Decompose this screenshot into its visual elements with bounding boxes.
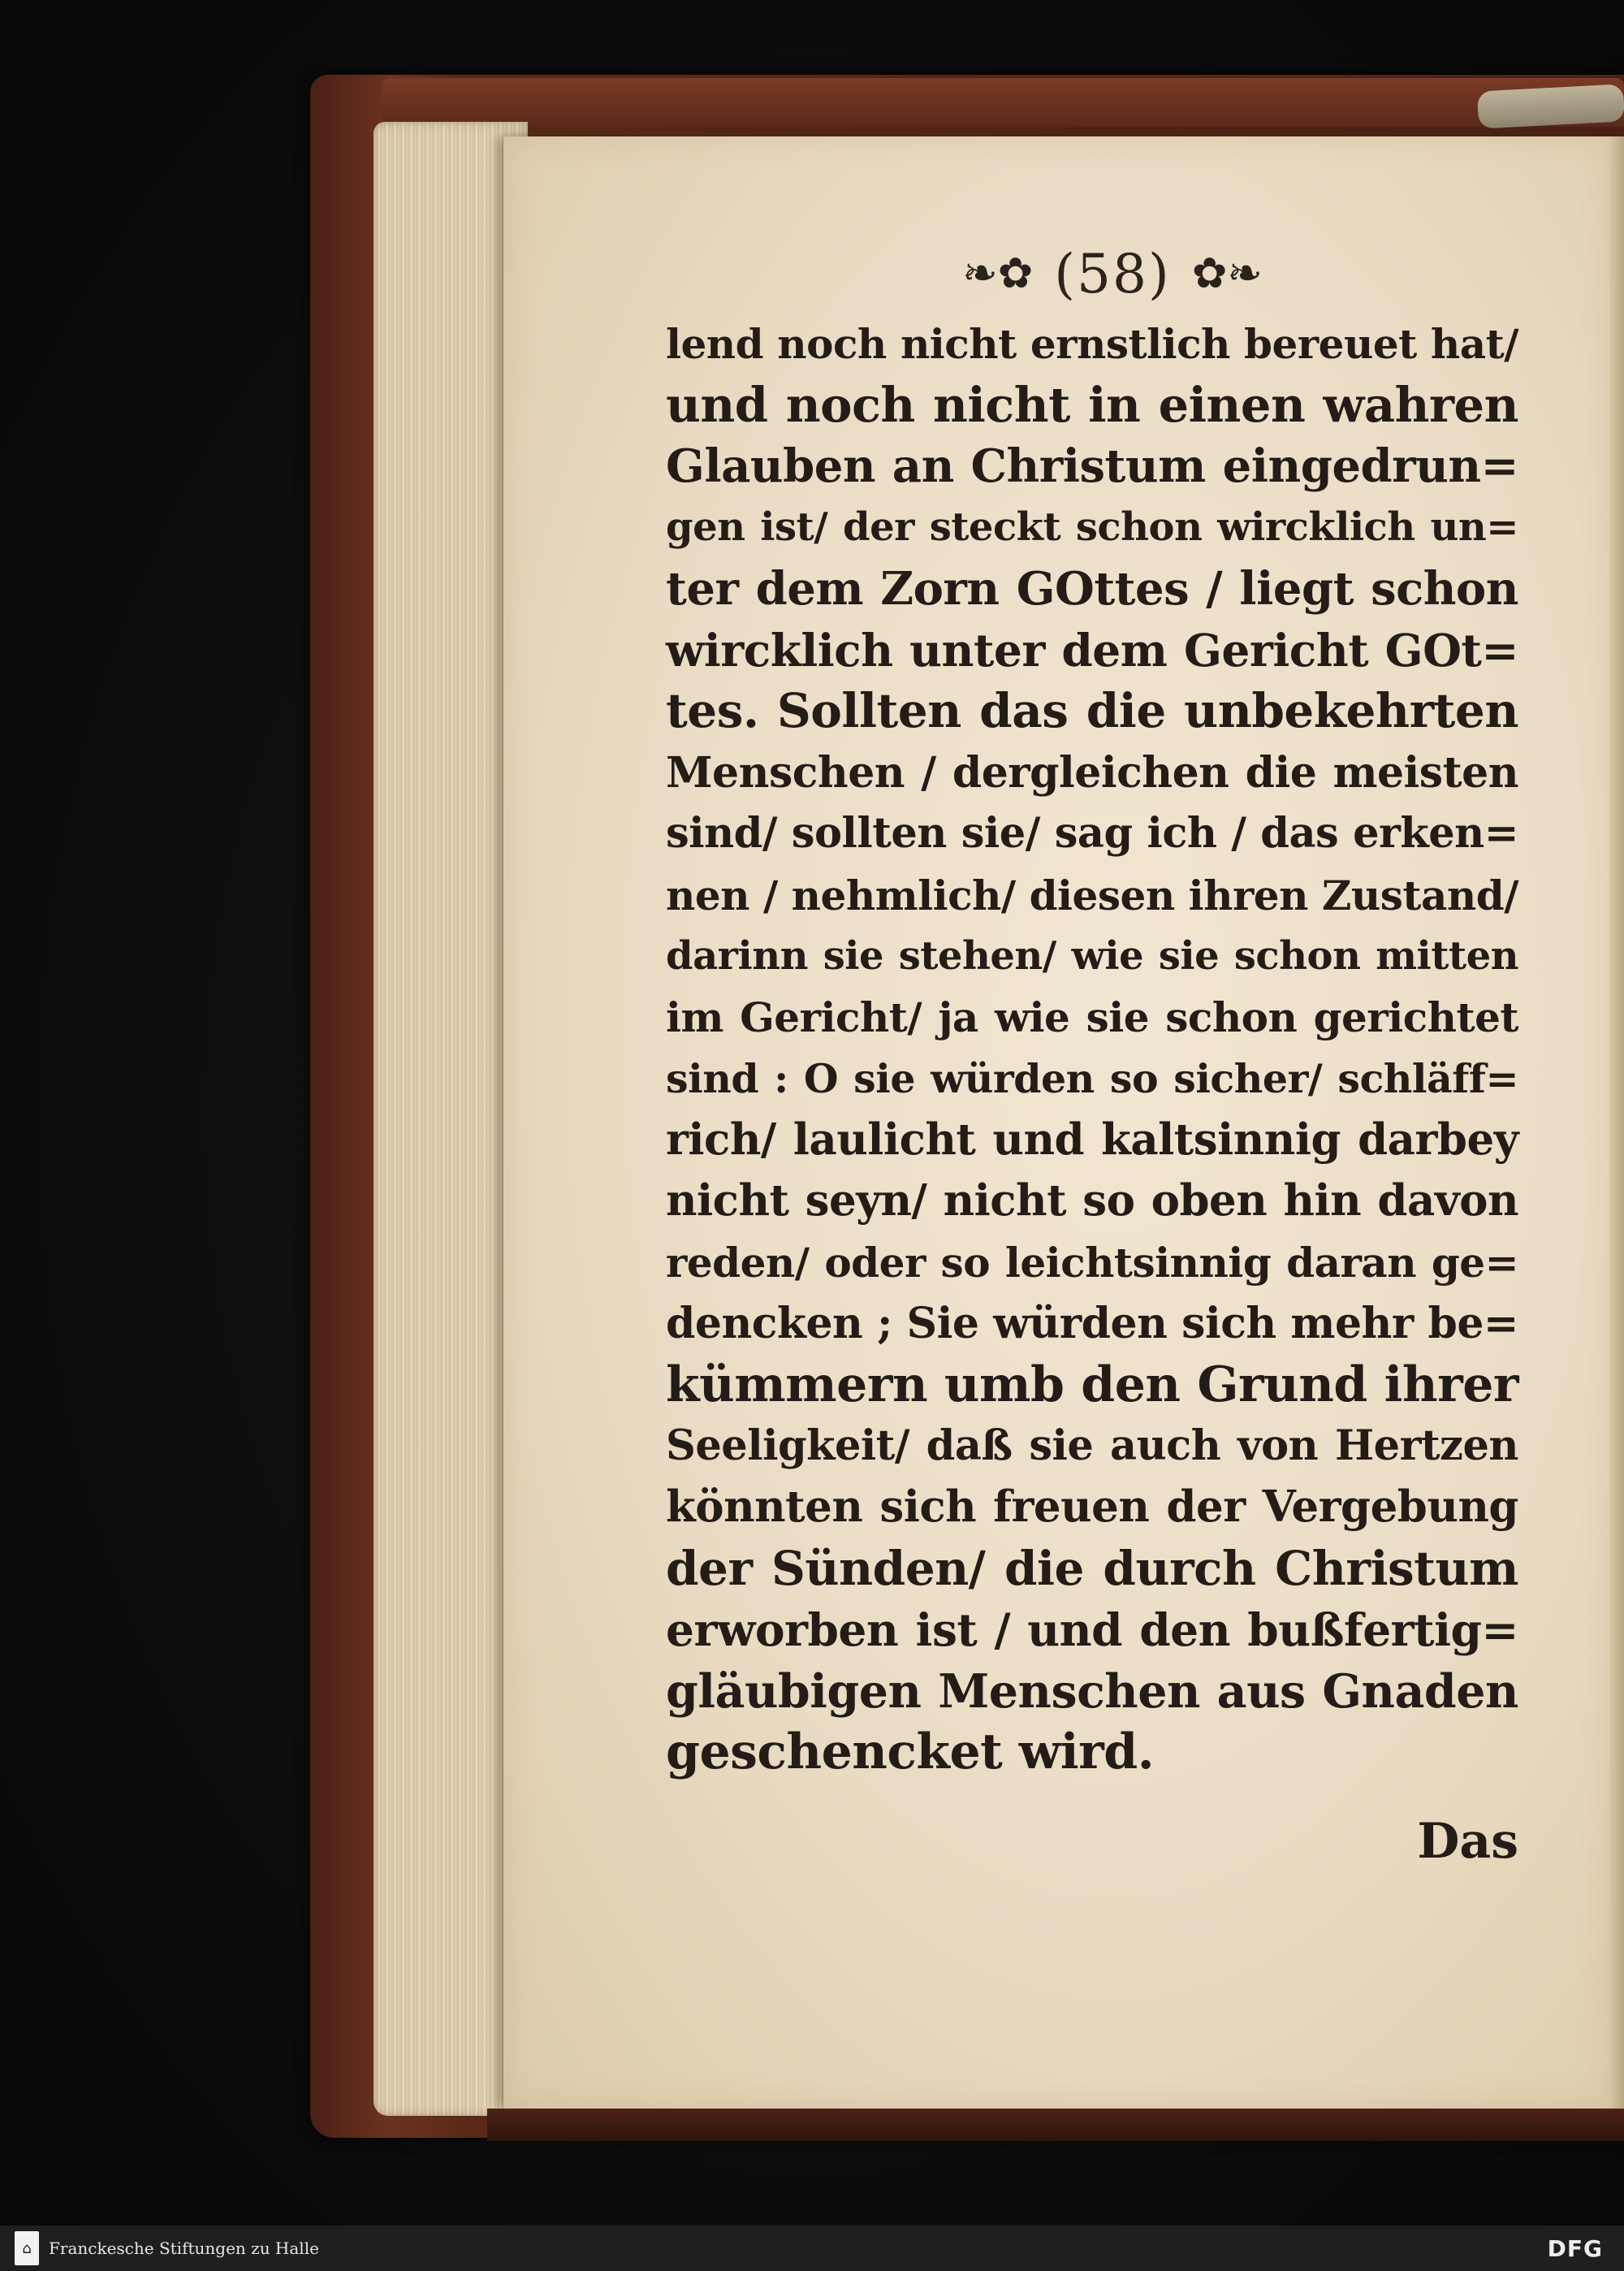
text-line: im Gericht/ ja wie sie schon gerichtet xyxy=(666,993,1518,1042)
text-line: nen / nehmlich/ diesen ihren Zustand/ xyxy=(666,871,1518,919)
cover-bottom-edge xyxy=(487,2109,1624,2141)
footer-institution xyxy=(15,2231,319,2265)
page-right-edge xyxy=(1609,136,1624,2109)
text-line: erworben ist / und den bußfertig= xyxy=(666,1603,1518,1657)
cover-top-edge xyxy=(382,78,1624,127)
text-line: und noch nicht in einen wahren xyxy=(666,377,1518,434)
text-line: gläubigen Menschen aus Gnaden xyxy=(666,1663,1518,1719)
text-line: rich/ laulicht und kaltsinnig darbey xyxy=(666,1114,1518,1166)
footer-bar xyxy=(0,2226,1624,2271)
text-line: lend noch nicht ernstlich bereuet hat/ xyxy=(666,320,1518,368)
text-line: könnten sich freuen der Vergebung xyxy=(666,1482,1518,1533)
text-line: tes. Sollten das die unbekehrten xyxy=(666,683,1518,739)
ornament-right-icon: ✿❧ xyxy=(1191,249,1263,298)
page-header xyxy=(909,237,1315,310)
bookmark-ribbon xyxy=(1477,84,1624,128)
text-line: sind : O sie würden so sicher/ schläff= xyxy=(666,1054,1518,1102)
text-line: reden/ oder so leichtsinnig daran ge= xyxy=(666,1238,1518,1287)
text-line: Menschen / dergleichen die meisten xyxy=(666,747,1518,798)
institution-name: Franckesche Stiftungen zu Halle xyxy=(49,2239,319,2258)
page-number: (58) xyxy=(1054,242,1171,305)
text-line: nicht seyn/ nicht so oben hin davon xyxy=(666,1175,1518,1226)
text-line: gen ist/ der steckt schon wircklich un= xyxy=(666,504,1518,551)
text-line: der Sünden/ die durch Christum xyxy=(666,1540,1518,1596)
text-line: wircklich unter dem Gericht GOt= xyxy=(666,623,1518,677)
orphanage-building-icon: ⌂ xyxy=(15,2231,39,2265)
text-line: sind/ sollten sie/ sag ich / das erken= xyxy=(666,809,1518,859)
dfg-logo: DFG xyxy=(1547,2234,1603,2262)
text-line: darinn sie stehen/ wie sie schon mitten xyxy=(666,932,1518,979)
text-line-last: geschencket wird. xyxy=(666,1723,1155,1780)
body-text xyxy=(666,314,1518,1783)
catchword: Das xyxy=(1417,1813,1518,1870)
text-line: dencken ; Sie würden sich mehr be= xyxy=(666,1299,1518,1349)
text-line: ter dem Zorn GOttes / liegt schon xyxy=(666,561,1518,616)
ornament-left-icon: ❧✿ xyxy=(962,249,1034,298)
text-line: Seeligkeit/ daß sie auch von Hertzen xyxy=(666,1421,1518,1471)
text-line: kümmern umb den Grund ihrer xyxy=(666,1356,1518,1413)
text-line: Glauben an Christum eingedrun= xyxy=(666,439,1518,493)
